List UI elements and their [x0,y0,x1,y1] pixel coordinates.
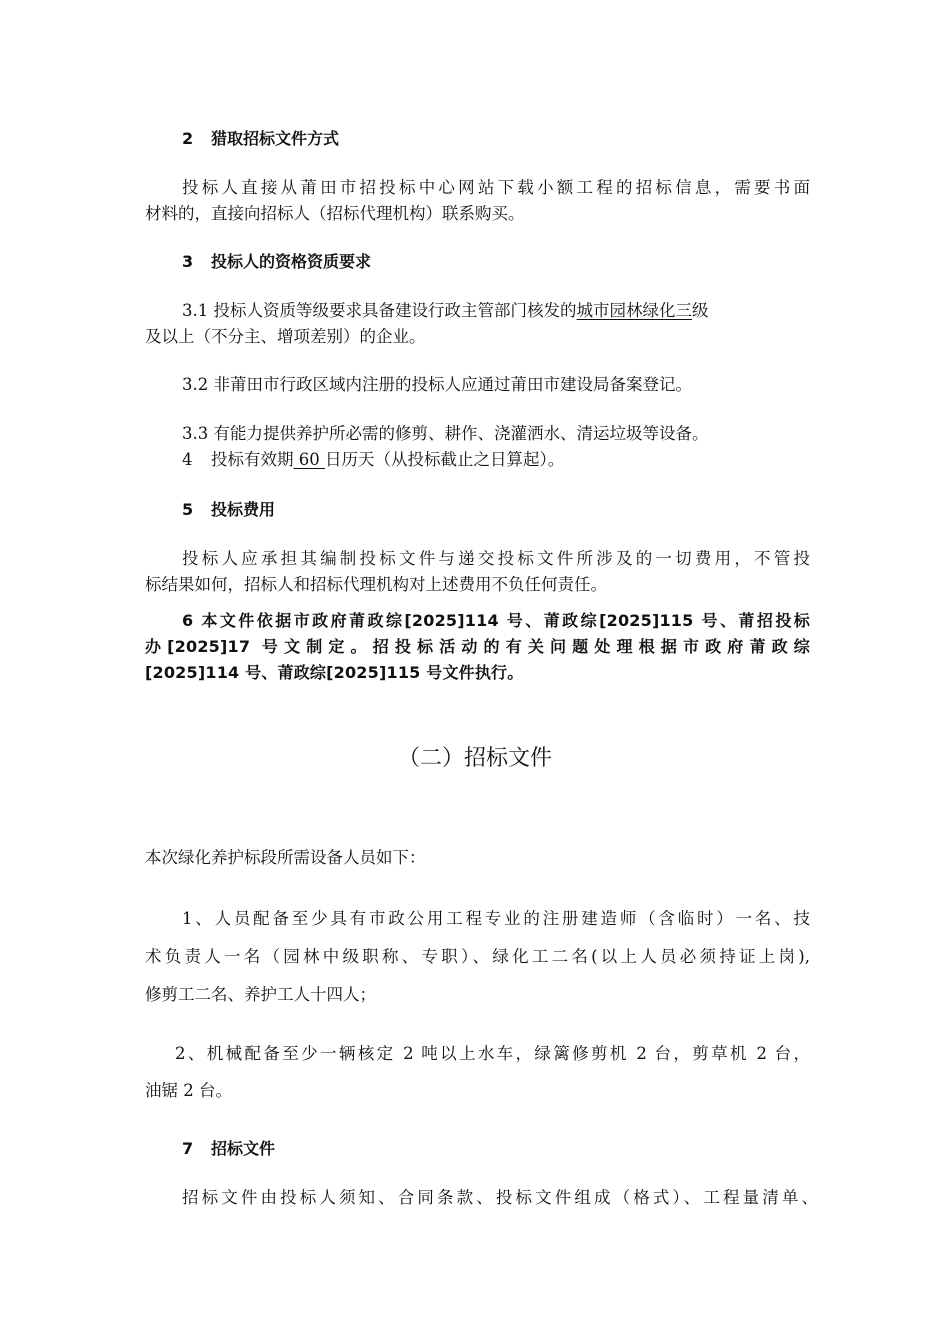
underlined-text: 城市园林绿化三 [576,301,692,320]
underlined-text: 60 [293,450,325,469]
paragraph-line: 本次绿化养护标段所需设备人员如下： [145,848,426,867]
paragraph-line: 投标人应承担其编制投标文件与递交投标文件所涉及的一切费用，不管投 [182,549,810,568]
section-title: 招标文件 [211,1139,276,1158]
section-5-heading [182,497,847,523]
bold-paragraph-line: 6 本文件依据市政府莆政综[2025]114 号、莆政综[2025]115 号、莆招投标 [182,611,810,630]
paragraph-line: 1、人员配备至少具有市政公用工程专业的注册建造师（含临时）一名、技 [182,909,810,928]
text-run: 级 [692,301,709,320]
paragraph-line [182,298,810,324]
section-title: 猎取招标文件方式 [211,129,340,148]
paragraph-line: 招标文件由投标人须知、合同条款、投标文件组成（格式）、工程量清单、 [182,1188,818,1207]
section-number: 5 [182,500,194,519]
section-number: 4 [182,450,193,469]
section-7-heading [182,1136,847,1162]
paragraph-line: 标结果如何，招标人和招标代理机构对上述费用不负任何责任。 [145,575,607,594]
paragraph-line: 术负责人一名（园林中级职称、专职）、绿化工二名(以上人员必须持证上岗), [145,947,810,966]
paragraph-line: 投标人直接从莆田市招投标中心网站下载小额工程的招标信息，需要书面 [182,178,810,197]
section-2-heading [182,126,847,152]
paragraph-line: 修剪工二名、养护工人十四人； [145,985,376,1004]
bold-paragraph-line: 办[2025]17 号文制定。招投标活动的有关问题处理根据市政府莆政综 [145,637,810,656]
paragraph-line: 油锯 2 台。 [145,1081,232,1100]
paragraph-line: 材料的，直接向招标人（招标代理机构）联系购买。 [145,204,525,223]
section-number: 2 [182,129,194,148]
paragraph-line: 3.3 有能力提供养护所必需的修剪、耕作、浇灌洒水、清运垃圾等设备。 [182,424,709,443]
section-title: 投标费用 [211,500,276,519]
paragraph-line: 3.2 非莆田市行政区域内注册的投标人应通过莆田市建设局备案登记。 [182,375,692,394]
text-run: 3.1 投标人资质等级要求具备建设行政主管部门核发的 [182,301,577,320]
section-4-line [182,447,810,473]
section-title: 投标人的资格资质要求 [211,252,372,271]
paragraph-line: 及以上（不分主、增项差别）的企业。 [145,327,426,346]
section-number: 3 [182,252,194,271]
paragraph-line: 2、机械配备至少一辆核定 2 吨以上水车，绿篱修剪机 2 台，剪草机 2 台， [175,1044,810,1063]
text-run: 日历天（从投标截止之日算起）。 [325,450,565,469]
section-3-heading [182,249,847,275]
text-run: 投标有效期 [211,450,294,469]
part-title: （二）招标文件 [397,746,552,771]
bold-paragraph-line: [2025]114 号、莆政综[2025]115 号文件执行。 [145,663,524,682]
section-number: 7 [182,1139,194,1158]
